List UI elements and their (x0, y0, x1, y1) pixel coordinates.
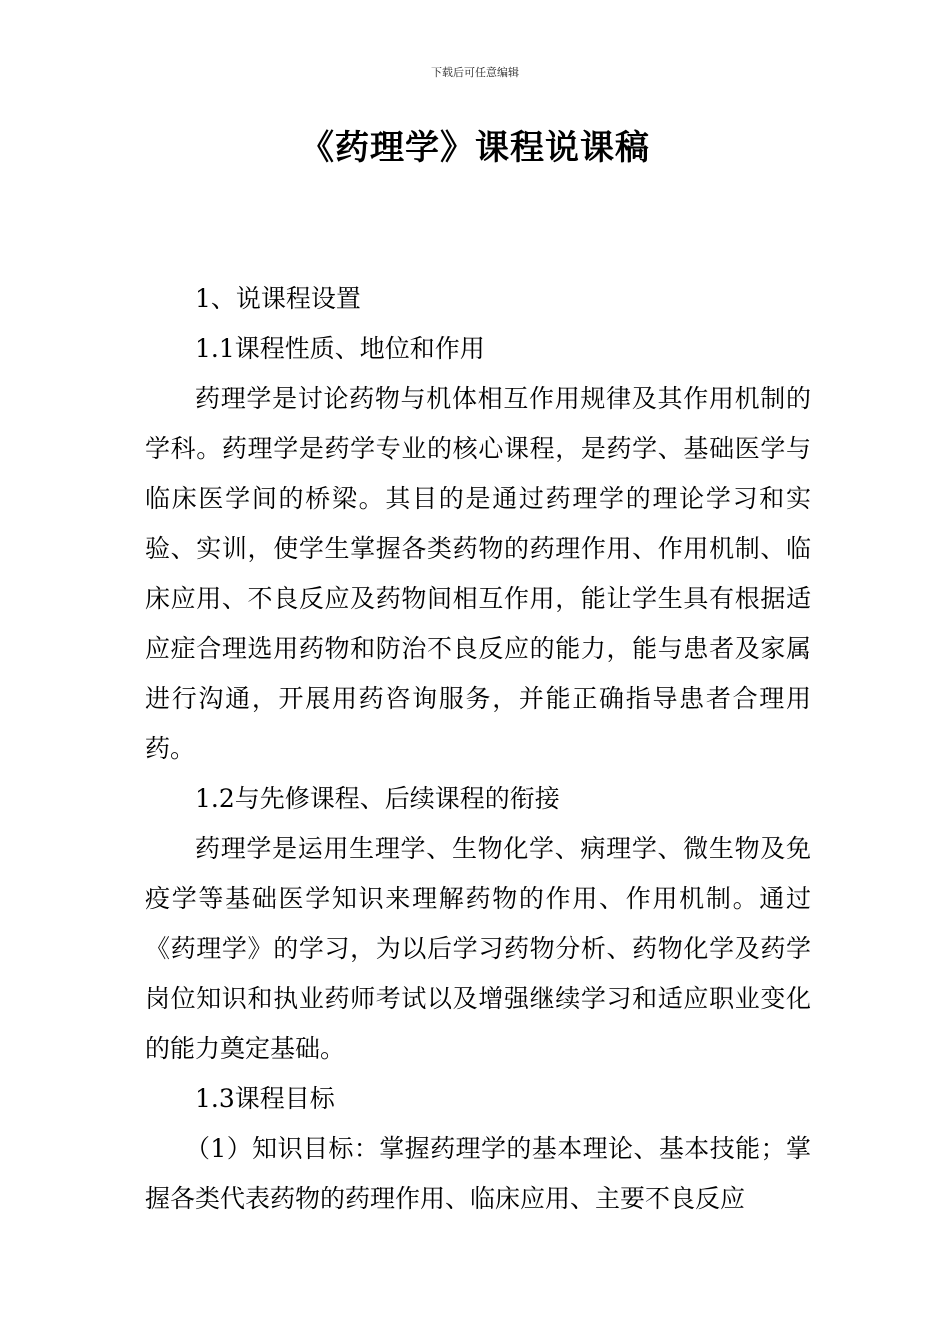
paragraph-connection-body: 药理学是运用生理学、生物化学、病理学、微生物及免疫学等基础医学知识来理解药物的作用、作用机制。通过《药理学》的学习，为以后学习药物分析、药物化学及药学岗位知识和执业药师考试以及增强继续学习和适应职业变化的能力奠定基础。 (145, 834, 811, 1063)
subsection-heading-connection: 1.2与先修课程、后续课程的衔接 (195, 784, 560, 813)
subsection-heading-nature: 1.1课程性质、地位和作用 (195, 334, 485, 363)
paragraph-nature-body: 药理学是讨论药物与机体相互作用规律及其作用机制的学科。药理学是药学专业的核心课程，是药学、基础医学与临床医学间的桥梁。其目的是通过药理学的理论学习和实验、实训，使学生掌握各类药物的药理作用、作用机制、临床应用、不良反应及药物间相互作用，能让学生具有根据适应症合理选用药物和防治不良反应的能力，能与患者及家属进行沟通，开展用药咨询服务，并能正确指导患者合理用药。 (145, 384, 811, 763)
section-heading-course-setting: 1、说课程设置 (195, 284, 361, 313)
header-note: 下载后可任意编辑 (431, 66, 519, 79)
document-body (145, 274, 811, 1224)
paragraph-knowledge-objective: （1）知识目标：掌握药理学的基本理论、基本技能；掌握各类代表药物的药理作用、临床应用、主要不良反应 (145, 1134, 811, 1213)
document-title: 《药理学》课程说课稿 (300, 128, 650, 168)
subsection-heading-objectives: 1.3课程目标 (195, 1084, 335, 1113)
